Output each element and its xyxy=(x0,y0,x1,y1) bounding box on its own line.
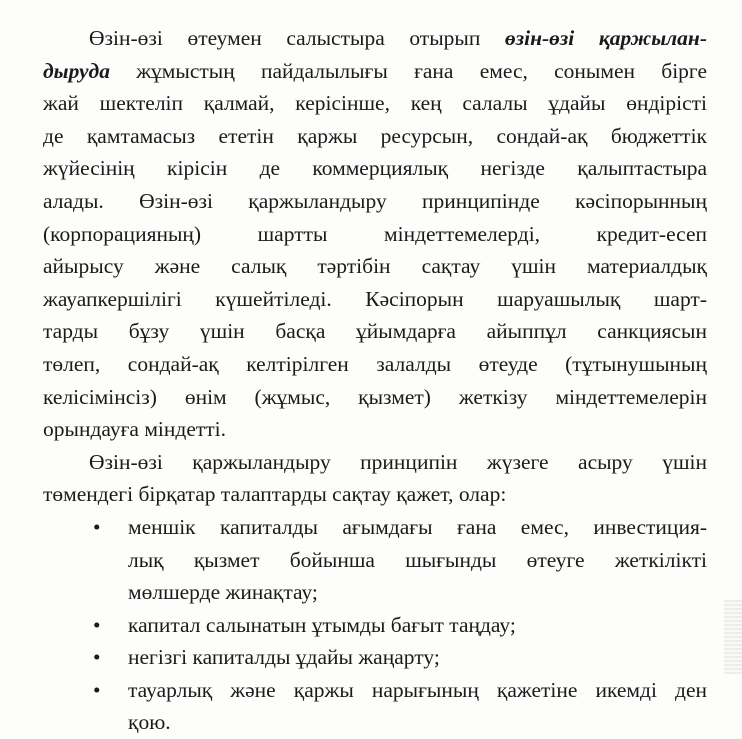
text-line: тауарлық және қаржы нарығының қажетіне икемді ден xyxy=(128,677,707,702)
text-line: мөлшерде жинақтау; xyxy=(128,580,318,605)
bullet-marker: • xyxy=(93,645,101,670)
list-item xyxy=(43,609,707,642)
text-line: лық қызмет бойынша шығынды өтеуге жеткілікті xyxy=(128,547,707,572)
text-line xyxy=(43,55,707,88)
text-line: айырысу және салық тәртібін сақтау үшін материалдық xyxy=(43,254,707,279)
text-line xyxy=(43,22,707,55)
text-line: алады. Өзін-өзі қаржыландыру принципінде кәсіпорынның xyxy=(43,188,707,213)
text-line: (корпорацияның) шартты міндеттемелерді, кредит-есеп xyxy=(43,221,707,246)
text-line: төлеп, сондай-ақ келтірілген залалды өтеуде (тұтынушының xyxy=(43,351,707,376)
text-line: қою. xyxy=(128,710,171,735)
text-run: жұмыстың пайдалылығы ғана емес, сонымен бірге xyxy=(109,58,707,83)
bullet-marker: • xyxy=(93,514,101,539)
text-line: жүйесінің кірісін де коммерциялық негізде қалыптастыра xyxy=(43,156,707,181)
bullet-list xyxy=(43,511,707,739)
list-item xyxy=(43,641,707,674)
scan-edge-artifact xyxy=(724,600,742,674)
text-line: тарды бұзу үшін басқа ұйымдарға айыппұл санкциясын xyxy=(43,319,707,344)
emphasized-term: дыруда xyxy=(43,58,110,83)
text-line: негізгі капиталды ұдайы жаңарту; xyxy=(128,645,440,670)
emphasized-term: өзін-өзі қаржылан- xyxy=(504,26,708,50)
text-line: меншік капиталды ағымдағы ғана емес, инвестиция- xyxy=(128,514,707,539)
text-line: келісімінсіз) өнім (жұмыс, қызмет) жеткізу міндеттемелерін xyxy=(43,384,707,409)
document-page xyxy=(43,0,707,739)
text-line: орындауға міндетті. xyxy=(43,417,227,442)
text-line: жай шектеліп қалмай, керісінше, кең салалы ұдайы өндірісті xyxy=(43,91,707,116)
text-line: төмендегі бірқатар талаптарды сақтау қажет, олар: xyxy=(43,482,507,507)
paragraph-requirements xyxy=(43,446,707,511)
text-line: Өзін-өзі қаржыландыру принципін жүзеге асыру үшін xyxy=(89,449,707,474)
text-line: де қамтамасыз ететін қаржы ресурсын, сондай-ақ бюджеттік xyxy=(43,123,707,148)
text-line: капитал салынатын ұтымды бағыт таңдау; xyxy=(128,612,516,637)
bullet-marker: • xyxy=(93,612,101,637)
text-run: Өзін-өзі өтеумен салыстыра отырып xyxy=(89,26,505,50)
list-item xyxy=(43,674,707,739)
text-line: жауапкершілігі күшейтіледі. Кәсіпорын шаруашылық шарт- xyxy=(43,286,707,311)
paragraph-self-financing xyxy=(43,0,707,446)
list-item xyxy=(43,511,707,609)
bullet-marker: • xyxy=(93,677,101,702)
